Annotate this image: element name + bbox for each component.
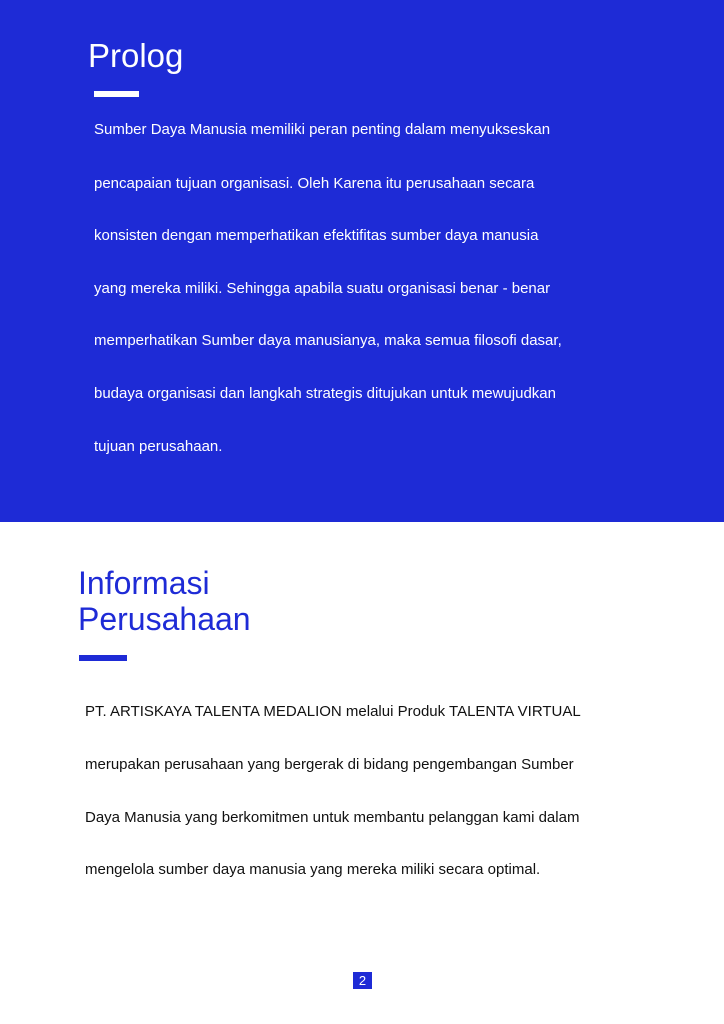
prolog-underline	[94, 91, 139, 97]
company-info-line: PT. ARTISKAYA TALENTA MEDALION melalui Produk TALENTA VIRTUAL	[85, 703, 581, 720]
company-info-line: Daya Manusia yang berkomitmen untuk membantu pelanggan kami dalam	[85, 809, 580, 826]
prolog-line: pencapaian tujuan organisasi. Oleh Karena itu perusahaan secara	[94, 175, 535, 192]
prolog-line: tujuan perusahaan.	[94, 438, 223, 455]
company-info-title	[78, 565, 251, 637]
company-info-title-line: Perusahaan	[78, 601, 251, 637]
prolog-line: yang mereka miliki. Sehingga apabila suatu organisasi benar - benar	[94, 280, 551, 297]
prolog-line: memperhatikan Sumber daya manusianya, maka semua filosofi dasar,	[94, 332, 562, 349]
company-info-title-line: Informasi	[78, 565, 210, 601]
prolog-line: budaya organisasi dan langkah strategis ditujukan untuk mewujudkan	[94, 385, 556, 402]
page-number: 2	[353, 972, 372, 989]
prolog-line: konsisten dengan memperhatikan efektifitas sumber daya manusia	[94, 227, 539, 244]
prolog-title: Prolog	[88, 37, 184, 74]
company-info-line: merupakan perusahaan yang bergerak di bidang pengembangan Sumber	[85, 756, 574, 773]
company-info-line: mengelola sumber daya manusia yang mereka miliki secara optimal.	[85, 861, 541, 878]
prolog-line: Sumber Daya Manusia memiliki peran penting dalam menyukseskan	[94, 121, 551, 138]
company-info-underline	[79, 655, 127, 661]
